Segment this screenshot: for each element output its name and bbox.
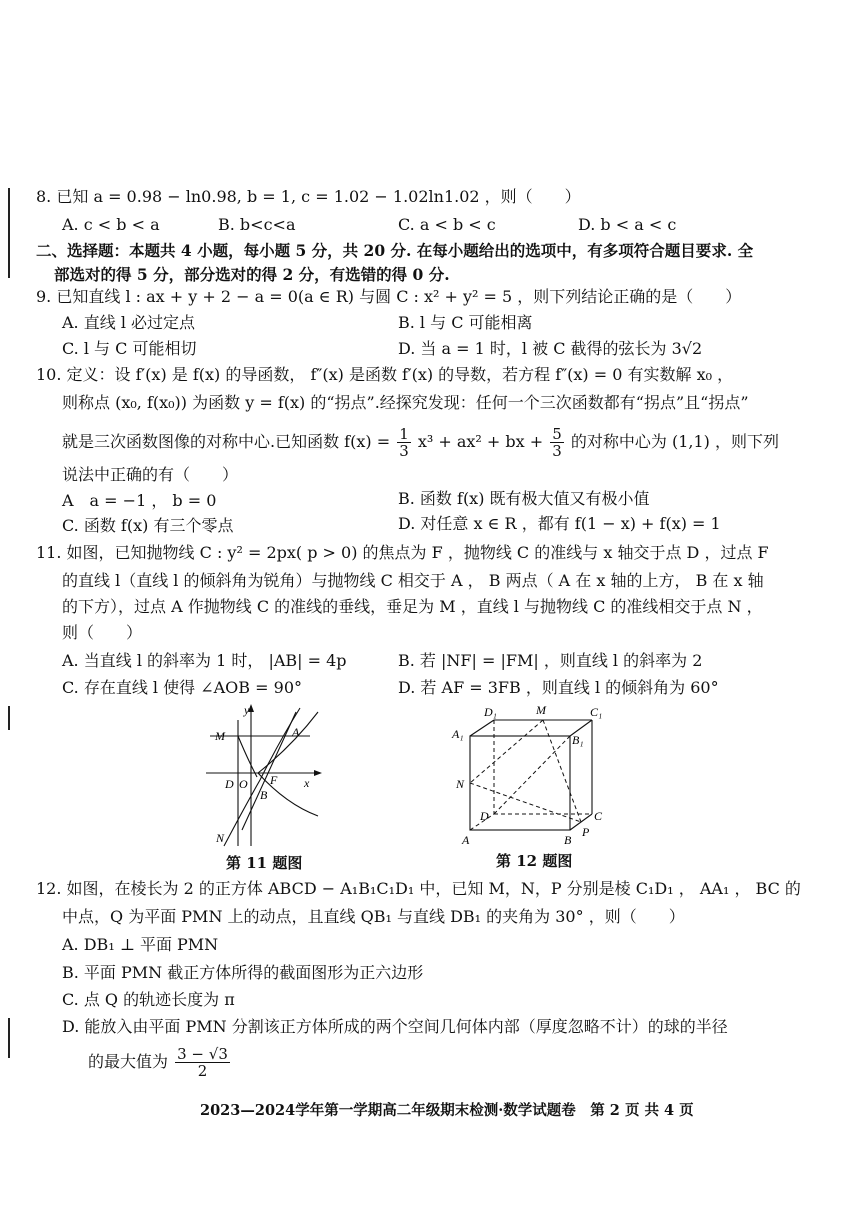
q10-fraction-2 xyxy=(550,426,564,459)
fig12-label-n: N xyxy=(456,777,465,791)
fig12-label-a: A xyxy=(462,833,470,847)
q11-line3: 的下方），过点 A 作抛物线 C 的准线的垂线，垂足为 M ，直线 l 与抛物线 C 的准线相交于点 N ， xyxy=(62,597,763,616)
fig12-label-c: C xyxy=(594,809,603,823)
q11-option-b: B. 若 |NF| = |FM| ，则直线 l 的斜率为 2 xyxy=(398,651,703,670)
q10-option-a: A a = −1 ， b = 0 xyxy=(62,491,217,510)
q9-stem: 9. 已知直线 l : ax + y + 2 − a = 0(a ∈ R) 与圆 C : x² + y² = 5 ，则下列结论正确的是（ ） xyxy=(36,287,742,306)
q10-fraction-1 xyxy=(397,426,411,459)
q8-option-d: D. b < a < c xyxy=(578,215,677,234)
fig11-label-y: y xyxy=(244,703,250,717)
fig11-label-b: B xyxy=(260,788,268,802)
section-2-header-line2: 部选对的得 5 分，部分选对的得 2 分，有选错的得 0 分. xyxy=(54,265,450,284)
fig11-label-d: D xyxy=(225,777,234,791)
figure-11-caption: 第 11 题图 xyxy=(226,854,303,872)
section-2-header-line1: 二、选择题：本题共 4 小题，每小题 5 分，共 20 分. 在每小题给出的选项中，有多项符合题目要求. 全 xyxy=(36,241,754,260)
figure-12-caption: 第 12 题图 xyxy=(496,852,573,870)
fig12-label-p: P xyxy=(582,825,590,839)
q10-option-c: C. 函数 f(x) 有三个零点 xyxy=(62,516,234,535)
q9-option-b: B. l 与 C 可能相离 xyxy=(398,313,533,332)
fig12-label-m: M xyxy=(536,703,546,717)
fig11-label-f: F xyxy=(270,773,278,787)
q8-stem: 8. 已知 a = 0.98 − ln0.98, b = 1, c = 1.02 − 1.02ln1.02 ，则（ ） xyxy=(36,187,581,206)
q8-option-b: B. b<c<a xyxy=(218,215,296,234)
q10-line3-text-c: 的对称中心为 (1,1) ，则下列 xyxy=(570,432,780,451)
q12-d-text: 的最大值为 xyxy=(88,1052,169,1071)
q11-line1: 11. 如图，已知抛物线 C : y² = 2px( p > 0) 的焦点为 F ，抛物线 C 的准线与 x 轴交于点 D ，过点 F xyxy=(36,543,769,562)
fig11-label-x: x xyxy=(304,776,310,790)
q11-option-c: C. 存在直线 l 使得 ∠AOB = 90° xyxy=(62,678,302,697)
q10-line2: 则称点 (x₀, f(x₀)) 为函数 y = f(x) 的“拐点”.经探究发现：任何一个三次函数都有“拐点”且“拐点” xyxy=(62,393,749,412)
q12-d-frac-den: 2 xyxy=(197,1062,208,1080)
fig12-label-a1: A₁ xyxy=(452,727,464,741)
q9-option-c: C. l 与 C 可能相切 xyxy=(62,339,197,358)
q10-frac2-num: 5 xyxy=(552,425,562,443)
figure-11-parabola xyxy=(200,700,330,850)
fig12-label-d1: D₁ xyxy=(484,705,497,719)
q9-option-a: A. 直线 l 必过定点 xyxy=(62,313,196,332)
q8-option-a: A. c < b < a xyxy=(62,215,160,234)
q10-line3 xyxy=(62,422,779,462)
q12-line2: 中点，Q 为平面 PMN 上的动点，且直线 QB₁ 与直线 DB₁ 的夹角为 30° ，则（ ） xyxy=(62,907,685,926)
margin-mark-1 xyxy=(8,188,10,278)
q10-line3-text-a: 就是三次函数图像的对称中心.已知函数 f(x) = xyxy=(62,432,391,451)
q12-option-b: B. 平面 PMN 截正方体所得的截面图形为正六边形 xyxy=(62,963,424,982)
fig11-label-a: A xyxy=(292,725,300,739)
margin-mark-3 xyxy=(8,1018,10,1058)
q10-line4: 说法中正确的有（ ） xyxy=(62,465,239,484)
fig12-label-d: D xyxy=(480,809,489,823)
fig12-label-b: B xyxy=(564,833,572,847)
q12-option-c: C. 点 Q 的轨迹长度为 π xyxy=(62,990,235,1009)
q11-option-d: D. 若 AF = 3FB ，则直线 l 的倾斜角为 60° xyxy=(398,678,719,697)
fig11-label-m: M xyxy=(215,729,225,743)
q12-d-fraction xyxy=(175,1046,230,1079)
q12-line1: 12. 如图，在棱长为 2 的正方体 ABCD − A₁B₁C₁D₁ 中，已知 M，N，P 分别是棱 C₁D₁ ， AA₁ ， BC 的 xyxy=(36,879,801,898)
margin-mark-2 xyxy=(8,706,10,730)
q10-option-d: D. 对任意 x ∈ R ，都有 f(1 − x) + f(x) = 1 xyxy=(398,514,721,533)
q12-option-d-line2 xyxy=(88,1040,232,1084)
fig12-label-b1: B₁ xyxy=(572,733,584,747)
q12-option-a: A. DB₁ ⊥ 平面 PMN xyxy=(62,935,219,954)
q12-d-frac-num: 3 − √3 xyxy=(177,1045,228,1063)
fig12-label-c1: C₁ xyxy=(590,705,603,719)
q11-line4: 则（ ） xyxy=(62,623,143,642)
figure-12-cube xyxy=(450,702,610,850)
q8-option-c: C. a < b < c xyxy=(398,215,496,234)
page-footer: 2023—2024学年第一学期高二年级期末检测·数学试题卷 第 2 页 共 4 页 xyxy=(200,1102,694,1119)
q10-frac2-den: 3 xyxy=(552,442,562,460)
q12-option-d: D. 能放入由平面 PMN 分割该正方体所成的两个空间几何体内部（厚度忽略不计）的球的半径 xyxy=(62,1017,728,1036)
q10-frac1-den: 3 xyxy=(399,442,409,460)
fig11-label-o: O xyxy=(239,777,248,791)
q10-line3-text-b: x³ + ax² + bx + xyxy=(417,432,544,451)
q10-option-b: B. 函数 f(x) 既有极大值又有极小值 xyxy=(398,489,650,508)
q10-line1: 10. 定义：设 f′(x) 是 f(x) 的导函数， f″(x) 是函数 f′(x) 的导数，若方程 f″(x) = 0 有实数解 x₀ ， xyxy=(36,365,734,384)
q10-frac1-num: 1 xyxy=(399,425,409,443)
q11-option-a: A. 当直线 l 的斜率为 1 时， |AB| = 4p xyxy=(62,651,347,670)
fig11-label-n: N xyxy=(216,831,225,845)
q11-line2: 的直线 l（直线 l 的倾斜角为锐角）与抛物线 C 相交于 A ， B 两点（ A 在 x 轴的上方， B 在 x 轴 xyxy=(62,571,764,590)
q9-option-d: D. 当 a = 1 时，l 被 C 截得的弦长为 3√2 xyxy=(398,339,703,358)
